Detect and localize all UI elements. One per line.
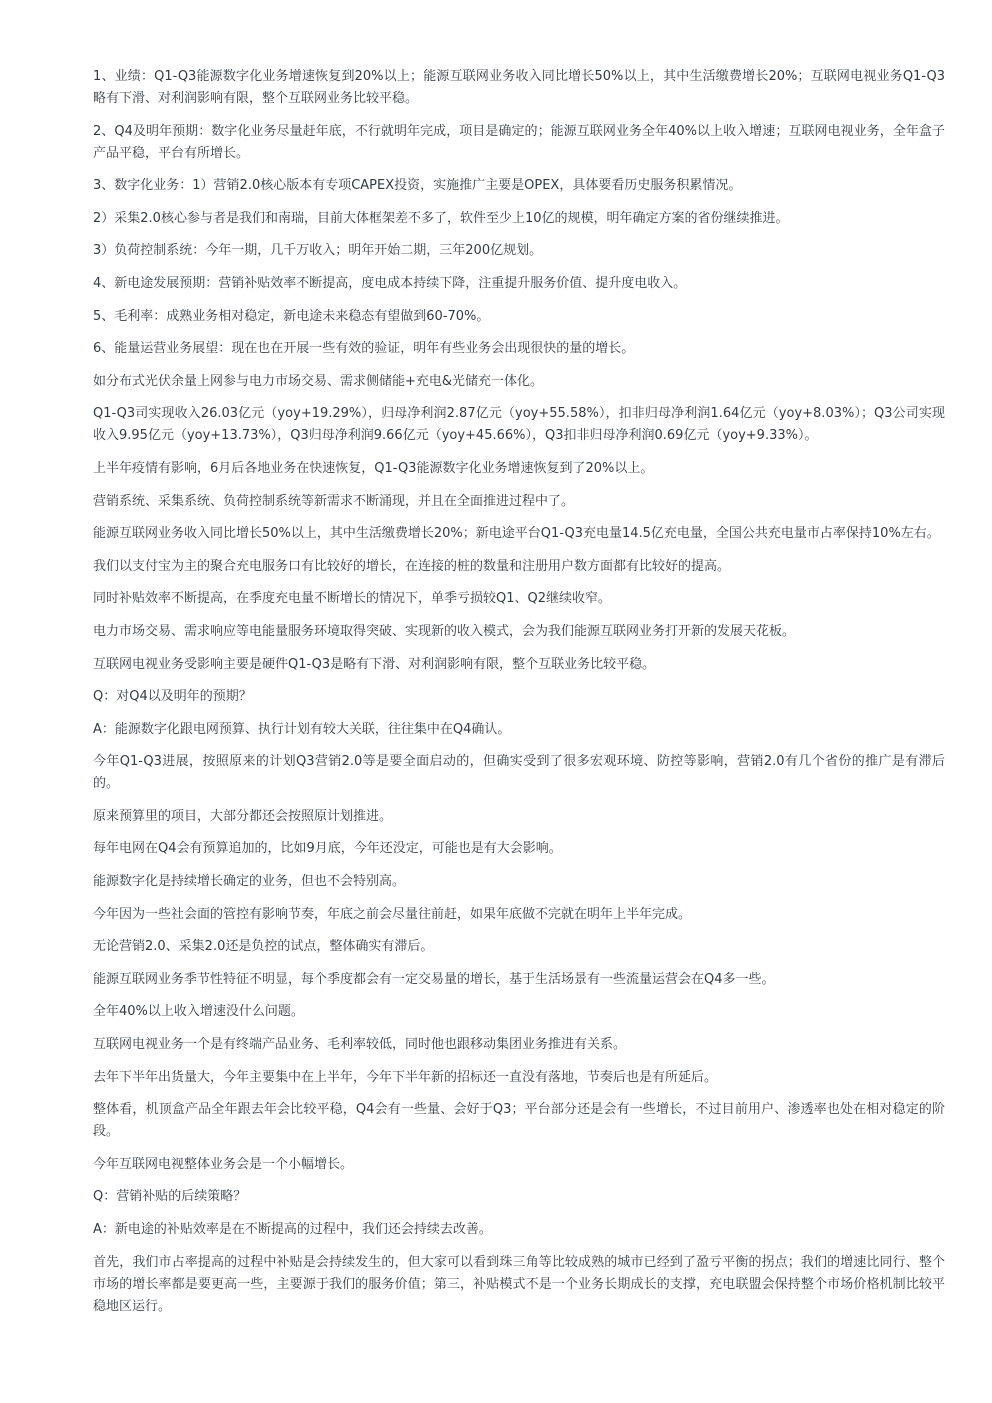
paragraph-collection-system: 2）采集2.0核心参与者是我们和南瑞，目前大体框架差不多了，软件至少上10亿的规模，明年确定方案的省份继续推进。 xyxy=(93,210,789,226)
paragraph-gross-margin: 5、毛利率：成熟业务相对稳定，新电途未来稳态有望做到60-70%。 xyxy=(93,308,490,324)
paragraph-schedule: 今年因为一些社会面的管控有影响节奏，年底之前会尽量往前赶，如果年底做不完就在明年上半年完成。 xyxy=(93,906,692,922)
paragraph-alipay-charging: 我们以支付宝为主的聚合充电服务口有比较好的增长，在连接的桩的数量和注册用户数方面都有比较好的提高。 xyxy=(93,558,731,574)
paragraph-distributed-pv: 如分布式光伏余量上网参与电力市场交易、需求侧储能+充电&光储充一体化。 xyxy=(93,373,544,389)
paragraph-power-market: 电力市场交易、需求响应等电能量服务环境取得突破、实现新的收入模式，会为我们能源互联网业务打开新的发展天花板。 xyxy=(93,623,796,639)
paragraph-financials: Q1-Q3司实现收入26.03亿元（yoy+19.29%），归母净利润2.87亿元（yoy+55.58%），扣非归母净利润1.64亿元（yoy+8.03%）；Q3公司实现收入9.95亿元（yoy+13.73%），Q3归母净利润9.66亿元（yoy+45.66%），Q3扣非归母净利润0.69亿元（yoy+9.33%）。 xyxy=(93,406,945,444)
paragraph-tv-terminal: 互联网电视业务一个是有终端产品业务、毛利率较低，同时他也跟移动集团业务推进有关系。 xyxy=(93,1037,627,1053)
paragraph-internet-tv: 互联网电视业务受影响主要是硬件Q1-Q3是略有下滑、对利润影响有限，整个互联业务比较平稳。 xyxy=(93,656,656,672)
paragraph-shipments: 去年下半年出货量大，今年主要集中在上半年，今年下半年新的招标还一直没有落地，节奏后也是有所延后。 xyxy=(93,1069,718,1085)
document-body xyxy=(93,66,945,1328)
answer-q4-outlook: A：能源数字化跟电网预算、执行计划有较大关联，往往集中在Q4确认。 xyxy=(93,721,511,737)
paragraph-recovery: 上半年疫情有影响，6月后各地业务在快速恢复，Q1-Q3能源数字化业务增速恢复到了20%以上。 xyxy=(93,460,654,476)
question-subsidy-strategy: Q：营销补贴的后续策略？ xyxy=(93,1189,247,1205)
paragraph-tv-growth: 今年互联网电视整体业务会是一个小幅增长。 xyxy=(93,1156,354,1172)
paragraph-annual-growth: 全年40%以上收入增速没什么问题。 xyxy=(93,1004,304,1020)
paragraph-energy-operation: 6、能量运营业务展望：现在也在开展一些有效的验证，明年有些业务会出现很快的量的增长。 xyxy=(93,341,635,357)
paragraph-subsidy-efficiency: 同时补贴效率不断提高，在季度充电量不断增长的情况下，单季亏损较Q1、Q2继续收窄。 xyxy=(93,591,612,607)
question-q4-outlook: Q：对Q4以及明年的预期？ xyxy=(93,689,252,705)
paragraph-summary-outlook: 2、Q4及明年预期：数字化业务尽量赶年底，不行就明年完成，项目是确定的；能源互联网业务全年40%以上收入增速；互联网电视业务，全年盒子产品平稳，平台有所增长。 xyxy=(93,123,945,161)
paragraph-seasonality: 能源互联网业务季节性特征不明显，每个季度都会有一定交易量的增长，基于生活场景有一些流量运营会在Q4多一些。 xyxy=(93,971,775,987)
answer-subsidy-strategy: A：新电途的补贴效率是在不断提高的过程中，我们还会持续去改善。 xyxy=(93,1222,492,1237)
paragraph-summary-results: 1、业绩：Q1-Q3能源数字化业务增速恢复到20%以上；能源互联网业务收入同比增长50%以上，其中生活缴费增长20%；互联网电视业务Q1-Q3略有下滑、对利润影响有限，整个互联网业务比较平稳。 xyxy=(93,69,945,106)
paragraph-subsidy-detail: 首先，我们市占率提高的过程中补贴是会持续发生的，但大家可以看到珠三角等比较成熟的城市已经到了盈亏平衡的拐点；我们的增速比同行、整个市场的增长率都是要更高一些，主要源于我们的服务价值；第三，补贴模式不是一个业务长期成长的支撑，充电联盟会保持整个市场价格机制比较平稳地区运行。 xyxy=(93,1254,945,1314)
paragraph-load-control: 3）负荷控制系统：今年一期，几千万收入；明年开始二期，三年200亿规划。 xyxy=(93,243,543,259)
paragraph-digital-growth: 能源数字化是持续增长确定的业务，但也不会特别高。 xyxy=(93,874,406,890)
paragraph-new-demand: 营销系统、采集系统、负荷控制系统等新需求不断涌现，并且在全面推进过程中了。 xyxy=(93,493,575,509)
paragraph-energy-internet: 能源互联网业务收入同比增长50%以上，其中生活缴费增长20%；新电途平台Q1-Q3充电量14.5亿充电量，全国公共充电量市占率保持10%左右。 xyxy=(93,526,940,542)
paragraph-pilot-delay: 无论营销2.0、采集2.0还是负控的试点，整体确实有滞后。 xyxy=(93,939,434,955)
paragraph-xindiantu-outlook: 4、新电途发展预期：营销补贴效率不断提高，度电成本持续下降，注重提升服务价值、提升度电收入。 xyxy=(93,275,687,291)
paragraph-digital-business: 3、数字化业务：1）营销2.0核心版本有专项CAPEX投资，实施推广主要是OPEX，具体要看历史服务积累情况。 xyxy=(93,178,742,194)
paragraph-budget-projects: 原来预算里的项目，大部分都还会按照原计划推进。 xyxy=(93,808,393,824)
paragraph-set-top-box: 整体看，机顶盒产品全年跟去年会比较平稳，Q4会有一些量、会好于Q3；平台部分还是会有一些增长，不过目前用户、渗透率也处在相对稳定的阶段。 xyxy=(93,1102,945,1140)
paragraph-budget-addition: 每年电网在Q4会有预算追加的，比如9月底，今年还没定，可能也是有大会影响。 xyxy=(93,841,562,857)
paragraph-progress: 今年Q1-Q3进展，按照原来的计划Q3营销2.0等是要全面启动的，但确实受到了很多宏观环境、防控等影响，营销2.0有几个省份的推广是有滞后的。 xyxy=(93,754,945,792)
